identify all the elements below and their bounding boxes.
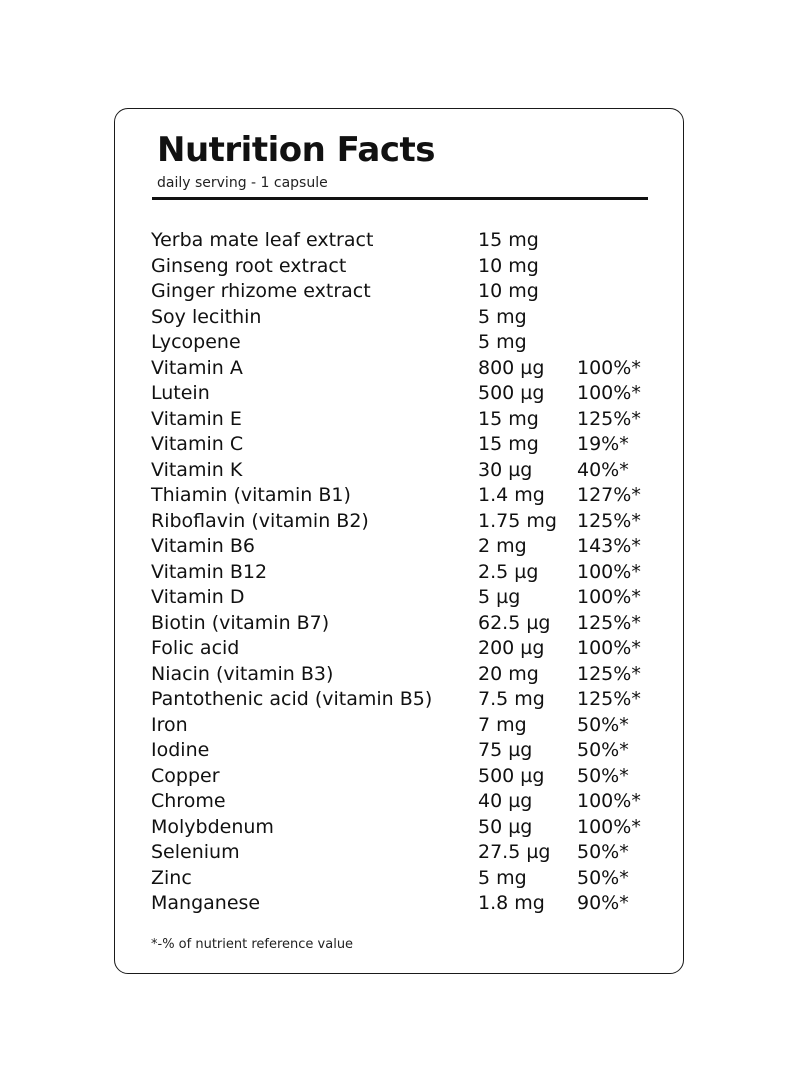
nutrient-row — [151, 432, 651, 458]
nutrient-name: Soy lecithin — [151, 305, 262, 328]
nutrient-daily-value: 125%* — [577, 688, 641, 710]
nutrient-daily-value — [577, 279, 651, 305]
nutrient-amount: 10 mg — [478, 280, 539, 302]
nutrient-amount: 500 µg — [478, 382, 545, 404]
nutrient-daily-value: 50%* — [577, 739, 629, 761]
nutrient-name: Iron — [151, 713, 188, 736]
nutrient-row — [151, 330, 651, 356]
nutrient-daily-value: 90%* — [577, 892, 629, 914]
nutrient-row — [151, 458, 651, 484]
nutrient-amount: 7 mg — [478, 713, 527, 736]
nutrient-amount: 30 µg — [478, 458, 533, 481]
nutrient-name: Manganese — [151, 892, 261, 914]
nutrient-row — [151, 662, 651, 688]
nutrient-amount: 5 mg — [478, 331, 527, 353]
nutrient-daily-value — [577, 305, 651, 331]
nutrient-row — [151, 279, 651, 305]
nutrient-daily-value: 100%* — [577, 586, 641, 608]
nutrient-row — [151, 381, 651, 407]
nutrient-daily-value: 125%* — [577, 611, 641, 634]
nutrient-row — [151, 687, 651, 713]
nutrient-daily-value: 50%* — [577, 764, 629, 787]
nutrient-name: Biotin (vitamin B7) — [151, 611, 330, 634]
nutrient-amount: 1.4 mg — [478, 484, 545, 506]
nutrient-daily-value: 50%* — [577, 841, 629, 863]
nutrient-daily-value: 143%* — [577, 535, 641, 557]
nutrient-row — [151, 407, 651, 433]
nutrient-amount: 15 mg — [478, 433, 539, 455]
nutrient-amount: 50 µg — [478, 815, 533, 838]
nutrient-daily-value: 100%* — [577, 637, 641, 659]
nutrient-amount: 2 mg — [478, 535, 527, 557]
nutrient-amount: 75 µg — [478, 739, 533, 761]
nutrient-row — [151, 611, 651, 637]
nutrient-name: Riboflavin (vitamin B2) — [151, 509, 369, 532]
nutrient-name: Ginseng root extract — [151, 254, 347, 277]
nutrient-row — [151, 254, 651, 280]
nutrient-name: Yerba mate leaf extract — [151, 229, 374, 251]
nutrient-name: Niacin (vitamin B3) — [151, 662, 334, 685]
nutrient-row — [151, 891, 651, 917]
nutrient-amount: 7.5 mg — [478, 688, 545, 710]
nutrient-row — [151, 585, 651, 611]
nutrient-amount: 500 µg — [478, 764, 545, 787]
nutrient-row — [151, 764, 651, 790]
nutrient-daily-value: 127%* — [577, 484, 641, 506]
nutrient-name: Lutein — [151, 382, 210, 404]
nutrient-amount: 40 µg — [478, 790, 533, 812]
nutrient-daily-value: 100%* — [577, 382, 641, 404]
nutrient-daily-value: 100%* — [577, 815, 641, 838]
nutrient-amount: 5 mg — [478, 866, 527, 889]
nutrient-amount: 1.75 mg — [478, 509, 557, 532]
nutrient-amount: 1.8 mg — [478, 892, 545, 914]
nutrient-row — [151, 356, 651, 382]
nutrient-row — [151, 305, 651, 331]
nutrient-daily-value: 19%* — [577, 433, 629, 455]
nutrient-rows — [151, 228, 651, 917]
nutrient-daily-value: 100%* — [577, 790, 641, 812]
nutrient-daily-value — [577, 228, 651, 254]
nutrient-name: Lycopene — [151, 331, 241, 353]
nutrient-name: Vitamin D — [151, 586, 245, 608]
nutrient-amount: 27.5 µg — [478, 841, 551, 863]
nutrient-amount: 10 mg — [478, 254, 539, 277]
nutrient-name: Ginger rhizome extract — [151, 280, 371, 302]
footnote: *-% of nutrient reference value — [151, 937, 354, 952]
nutrient-amount: 20 mg — [478, 662, 539, 685]
nutrient-name: Vitamin A — [151, 356, 243, 379]
header-divider — [152, 197, 648, 200]
nutrient-name: Zinc — [151, 866, 192, 889]
nutrient-row — [151, 636, 651, 662]
nutrient-name: Molybdenum — [151, 815, 274, 838]
nutrient-name: Vitamin K — [151, 458, 243, 481]
nutrient-daily-value: 100%* — [577, 356, 641, 379]
nutrient-row — [151, 713, 651, 739]
nutrient-row — [151, 840, 651, 866]
nutrient-name: Thiamin (vitamin B1) — [151, 484, 351, 506]
nutrient-row — [151, 815, 651, 841]
nutrient-row — [151, 560, 651, 586]
nutrient-daily-value: 125%* — [577, 509, 641, 532]
nutrient-amount: 5 mg — [478, 305, 527, 328]
nutrient-amount: 2.5 µg — [478, 560, 539, 583]
nutrient-daily-value: 100%* — [577, 560, 641, 583]
nutrient-name: Iodine — [151, 739, 210, 761]
nutrient-amount: 200 µg — [478, 637, 545, 659]
nutrient-name: Vitamin E — [151, 407, 242, 430]
nutrient-row — [151, 509, 651, 535]
nutrient-name: Copper — [151, 764, 220, 787]
nutrient-amount: 15 mg — [478, 229, 539, 251]
nutrient-name: Vitamin B6 — [151, 535, 255, 557]
nutrient-daily-value: 125%* — [577, 407, 641, 430]
nutrient-daily-value: 50%* — [577, 866, 629, 889]
nutrient-amount: 15 mg — [478, 407, 539, 430]
nutrient-table — [151, 228, 651, 917]
nutrient-row — [151, 738, 651, 764]
nutrient-row — [151, 228, 651, 254]
nutrient-amount: 800 µg — [478, 356, 545, 379]
nutrient-name: Vitamin B12 — [151, 560, 268, 583]
nutrient-daily-value: 40%* — [577, 458, 629, 481]
nutrient-daily-value — [577, 330, 651, 356]
nutrient-name: Vitamin C — [151, 433, 244, 455]
nutrient-daily-value: 125%* — [577, 662, 641, 685]
nutrient-row — [151, 789, 651, 815]
nutrient-amount: 5 µg — [478, 586, 521, 608]
nutrient-row — [151, 483, 651, 509]
label-title: Nutrition Facts — [157, 130, 435, 170]
nutrient-name: Folic acid — [151, 637, 240, 659]
nutrient-row — [151, 534, 651, 560]
serving-size: daily serving - 1 capsule — [157, 175, 328, 191]
nutrient-name: Chrome — [151, 790, 226, 812]
nutrient-daily-value — [577, 254, 651, 280]
nutrient-name: Pantothenic acid (vitamin B5) — [151, 688, 433, 710]
nutrient-daily-value: 50%* — [577, 713, 629, 736]
nutrient-name: Selenium — [151, 841, 240, 863]
nutrient-row — [151, 866, 651, 892]
nutrient-amount: 62.5 µg — [478, 611, 551, 634]
